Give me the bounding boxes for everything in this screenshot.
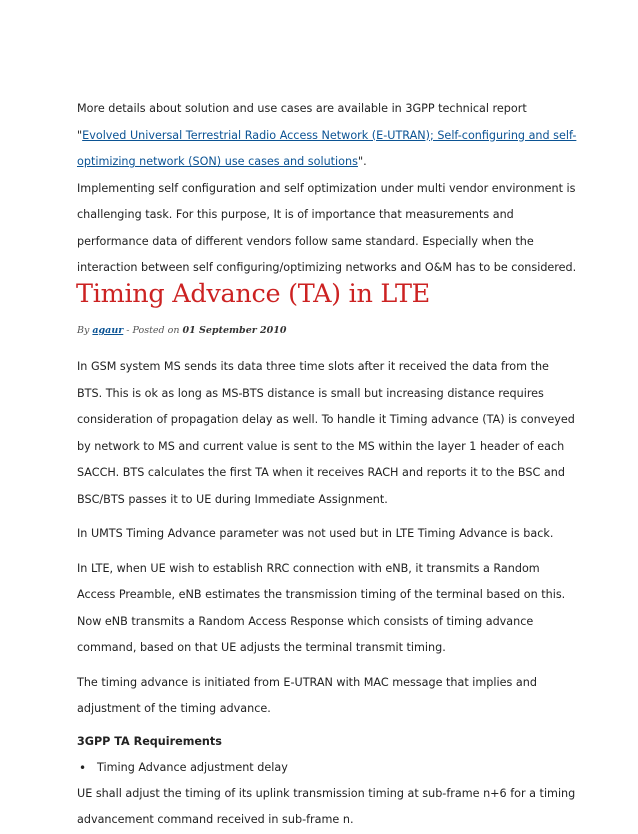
article-paragraph-lte: In LTE, when UE wish to establish RRC connection with eNB, it transmits a Random Access Preamble, eNB estimates the transmission timing of the terminal based on this. Now eNB transmits a Random Access Response which consists of timing advance command, based on that UE adjusts the terminal transmit timing. bbox=[77, 561, 566, 654]
intro-text: More details about solution and use cases are available in 3GPP technical report " bbox=[77, 102, 527, 142]
son-report-link[interactable]: Evolved Universal Terrestrial Radio Access Network (E-UTRAN); Self-configuring and self-optimizing network (SON) use cases and solutions bbox=[77, 128, 577, 168]
article-paragraph-umts: In UMTS Timing Advance parameter was not used but in LTE Timing Advance is back. bbox=[77, 527, 554, 540]
author-link[interactable]: agaur bbox=[92, 325, 124, 336]
intro-section bbox=[77, 96, 577, 282]
article-title: Timing Advance (TA) in LTE bbox=[76, 279, 430, 309]
article-paragraph-gsm: In GSM system MS sends its data three time slots after it received the data from the BTS. This is ok as long as MS-BTS distance is small but increasing distance requires consideration of propagation delay as well. To handle it Timing advance (TA) is conveyed by network to MS and current value is sent to the MS within the layer 1 header of each SACCH. BTS calculates the first TA when it receives RACH and reports it to the BSC and BSC/BTS passes it to UE during Immediate Assignment. bbox=[77, 360, 575, 506]
byline-by: By bbox=[77, 325, 93, 336]
intro-text-end: ". bbox=[357, 155, 367, 168]
article-paragraph-mac: The timing advance is initiated from E-UTRAN with MAC message that implies and adjustment of the timing advance. bbox=[77, 675, 537, 715]
byline-posted: - Posted on bbox=[123, 325, 183, 336]
requirements-heading: 3GPP TA Requirements bbox=[77, 734, 222, 748]
list-item bbox=[77, 755, 577, 781]
article-byline bbox=[77, 325, 287, 336]
list-item-label: Timing Advance adjustment delay bbox=[97, 760, 288, 774]
post-date: 01 September 2010 bbox=[182, 325, 287, 336]
bullet-icon: • bbox=[79, 760, 87, 775]
article-paragraph-adjustment: UE shall adjust the timing of its uplink transmission timing at sub-frame n+6 for a timing advancement command received in sub-frame n. bbox=[77, 786, 576, 826]
intro-paragraph-report bbox=[77, 96, 577, 176]
intro-paragraph-multivendor: Implementing self configuration and self optimization under multi vendor environment is challenging task. For this purpose, It is of importance that measurements and performance data of different vendors follow same standard. Especially when the interaction between self configuring/optimizing networks and O&M has to be considered. bbox=[77, 181, 577, 274]
article-body bbox=[77, 354, 577, 834]
